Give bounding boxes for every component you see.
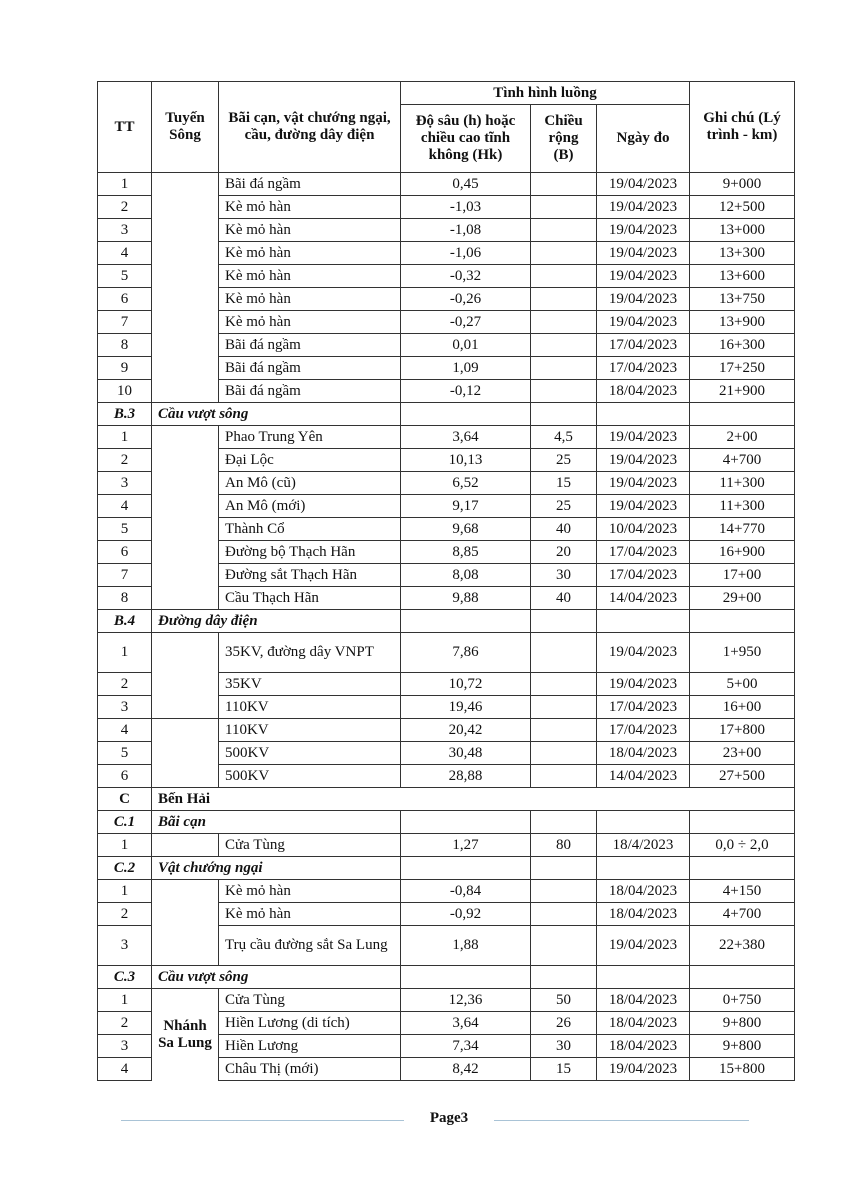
chainage-note: 27+500 — [690, 765, 795, 788]
measure-date: 19/04/2023 — [597, 1058, 690, 1081]
measure-date: 19/04/2023 — [597, 673, 690, 696]
measure-date: 19/04/2023 — [597, 472, 690, 495]
row-number: 1 — [98, 880, 152, 903]
header-date: Ngày đo — [597, 105, 690, 173]
chainage-note: 21+900 — [690, 380, 795, 403]
page-number: Page3 — [429, 1110, 469, 1126]
measure-date: 18/04/2023 — [597, 880, 690, 903]
width-value — [531, 633, 597, 673]
section-row — [98, 610, 795, 633]
chainage-note: 12+500 — [690, 196, 795, 219]
chainage-note: 11+300 — [690, 472, 795, 495]
row-number: 6 — [98, 541, 152, 564]
width-value: 40 — [531, 518, 597, 541]
row-number: 3 — [98, 696, 152, 719]
chainage-note: 4+700 — [690, 449, 795, 472]
depth-value: -1,03 — [401, 196, 531, 219]
measure-date: 10/04/2023 — [597, 518, 690, 541]
object-name: 110KV — [219, 719, 401, 742]
chainage-note: 13+300 — [690, 242, 795, 265]
section-title: Cầu vượt sông — [152, 403, 401, 426]
object-name: Trụ cầu đường sắt Sa Lung — [219, 926, 401, 966]
row-number: 3 — [98, 219, 152, 242]
depth-value: 0,45 — [401, 173, 531, 196]
depth-value: 9,68 — [401, 518, 531, 541]
depth-value: -0,84 — [401, 880, 531, 903]
section-code: B.3 — [98, 403, 152, 426]
section-code: C — [98, 788, 152, 811]
width-value: 50 — [531, 989, 597, 1012]
width-value: 4,5 — [531, 426, 597, 449]
object-name: Kè mỏ hàn — [219, 311, 401, 334]
row-number: 3 — [98, 1035, 152, 1058]
measure-date: 18/04/2023 — [597, 1035, 690, 1058]
width-value — [531, 926, 597, 966]
width-value — [531, 288, 597, 311]
measure-date: 17/04/2023 — [597, 719, 690, 742]
empty-cell-width — [531, 966, 597, 989]
measure-date: 19/04/2023 — [597, 311, 690, 334]
object-name: Kè mỏ hàn — [219, 265, 401, 288]
river-cell — [152, 719, 219, 788]
row-number: 5 — [98, 518, 152, 541]
object-name: Kè mỏ hàn — [219, 242, 401, 265]
chainage-note: 5+00 — [690, 673, 795, 696]
depth-value: 10,13 — [401, 449, 531, 472]
depth-value: -0,92 — [401, 903, 531, 926]
width-value — [531, 311, 597, 334]
empty-cell-width — [531, 857, 597, 880]
object-name: Cửa Tùng — [219, 989, 401, 1012]
row-number: 1 — [98, 173, 152, 196]
measure-date: 19/04/2023 — [597, 926, 690, 966]
depth-value: -1,08 — [401, 219, 531, 242]
width-value — [531, 196, 597, 219]
depth-value: 3,64 — [401, 1012, 531, 1035]
row-number: 6 — [98, 765, 152, 788]
table-row — [98, 880, 795, 903]
row-number: 2 — [98, 449, 152, 472]
object-name: An Mô (mới) — [219, 495, 401, 518]
object-name: Đường bộ Thạch Hãn — [219, 541, 401, 564]
empty-cell-date — [597, 811, 690, 834]
object-name: Hiền Lương — [219, 1035, 401, 1058]
chainage-note: 13+600 — [690, 265, 795, 288]
measure-date: 18/04/2023 — [597, 903, 690, 926]
depth-value: 1,09 — [401, 357, 531, 380]
empty-cell-width — [531, 610, 597, 633]
chainage-note: 17+250 — [690, 357, 795, 380]
width-value: 30 — [531, 564, 597, 587]
measure-date: 17/04/2023 — [597, 696, 690, 719]
depth-value: -0,26 — [401, 288, 531, 311]
header-depth: Độ sâu (h) hoặc chiều cao tĩnh không (Hk) — [401, 105, 531, 173]
depth-value: 0,01 — [401, 334, 531, 357]
object-name: Hiền Lương (di tích) — [219, 1012, 401, 1035]
measure-date: 19/04/2023 — [597, 288, 690, 311]
measure-date: 19/04/2023 — [597, 495, 690, 518]
object-name: 110KV — [219, 696, 401, 719]
width-value — [531, 742, 597, 765]
chainage-note: 4+150 — [690, 880, 795, 903]
measure-date: 14/04/2023 — [597, 765, 690, 788]
empty-cell-date — [597, 403, 690, 426]
section-row — [98, 788, 795, 811]
chainage-note: 13+750 — [690, 288, 795, 311]
section-code: C.1 — [98, 811, 152, 834]
row-number: 7 — [98, 311, 152, 334]
depth-value: 10,72 — [401, 673, 531, 696]
row-number: 1 — [98, 989, 152, 1012]
measure-date: 14/04/2023 — [597, 587, 690, 610]
object-name: Đường sắt Thạch Hãn — [219, 564, 401, 587]
object-name: Cửa Tùng — [219, 834, 401, 857]
table-row — [98, 426, 795, 449]
section-title: Đường dây điện — [152, 610, 401, 633]
object-name: Bãi đá ngầm — [219, 334, 401, 357]
header-river: Tuyến Sông — [152, 82, 219, 173]
chainage-note: 17+00 — [690, 564, 795, 587]
empty-cell-note — [690, 857, 795, 880]
chainage-note: 22+380 — [690, 926, 795, 966]
chainage-note: 23+00 — [690, 742, 795, 765]
section-row — [98, 966, 795, 989]
river-cell — [152, 834, 219, 857]
width-value: 80 — [531, 834, 597, 857]
depth-value: -1,06 — [401, 242, 531, 265]
chainage-note: 14+770 — [690, 518, 795, 541]
object-name: Kè mỏ hàn — [219, 288, 401, 311]
table-row — [98, 989, 795, 1012]
row-number: 3 — [98, 472, 152, 495]
measure-date: 19/04/2023 — [597, 173, 690, 196]
empty-cell-depth — [401, 966, 531, 989]
empty-cell-depth — [401, 811, 531, 834]
depth-value: 8,85 — [401, 541, 531, 564]
object-name: Kè mỏ hàn — [219, 903, 401, 926]
measure-date: 17/04/2023 — [597, 541, 690, 564]
header-note: Ghi chú (Lý trình - km) — [690, 82, 795, 173]
depth-value: 7,34 — [401, 1035, 531, 1058]
section-title: Bến Hải — [152, 788, 795, 811]
width-value — [531, 357, 597, 380]
object-name: 500KV — [219, 742, 401, 765]
object-name: Phao Trung Yên — [219, 426, 401, 449]
depth-value: 9,17 — [401, 495, 531, 518]
width-value: 25 — [531, 449, 597, 472]
width-value: 26 — [531, 1012, 597, 1035]
section-row — [98, 403, 795, 426]
empty-cell-note — [690, 403, 795, 426]
river-cell — [152, 173, 219, 403]
width-value: 40 — [531, 587, 597, 610]
section-row — [98, 811, 795, 834]
row-number: 5 — [98, 742, 152, 765]
row-number: 7 — [98, 564, 152, 587]
row-number: 1 — [98, 834, 152, 857]
row-number: 3 — [98, 926, 152, 966]
width-value: 30 — [531, 1035, 597, 1058]
depth-value: 28,88 — [401, 765, 531, 788]
header-width: Chiều rộng (B) — [531, 105, 597, 173]
chainage-note: 13+900 — [690, 311, 795, 334]
empty-cell-depth — [401, 403, 531, 426]
object-name: Kè mỏ hàn — [219, 196, 401, 219]
row-number: 9 — [98, 357, 152, 380]
object-name: Cầu Thạch Hãn — [219, 587, 401, 610]
object-name: Kè mỏ hàn — [219, 219, 401, 242]
section-code: C.2 — [98, 857, 152, 880]
object-name: Kè mỏ hàn — [219, 880, 401, 903]
chainage-note: 4+700 — [690, 903, 795, 926]
chainage-note: 9+800 — [690, 1012, 795, 1035]
width-value — [531, 242, 597, 265]
measure-date: 17/04/2023 — [597, 357, 690, 380]
row-number: 5 — [98, 265, 152, 288]
object-name: 35KV, đường dây VNPT — [219, 633, 401, 673]
footer-rule-right — [494, 1120, 749, 1121]
table-row — [98, 633, 795, 673]
chainage-note: 0+750 — [690, 989, 795, 1012]
row-number: 4 — [98, 719, 152, 742]
river-cell: Nhánh Sa Lung — [152, 989, 219, 1081]
measure-date: 19/04/2023 — [597, 196, 690, 219]
chainage-note: 9+800 — [690, 1035, 795, 1058]
empty-cell-date — [597, 966, 690, 989]
depth-value: 8,42 — [401, 1058, 531, 1081]
depth-value: -0,12 — [401, 380, 531, 403]
chainage-note: 11+300 — [690, 495, 795, 518]
footer-rule-left — [121, 1120, 404, 1121]
row-number: 4 — [98, 242, 152, 265]
table-body — [98, 173, 795, 1081]
depth-value: 1,88 — [401, 926, 531, 966]
header-object: Bãi cạn, vật chướng ngại, cầu, đường dây điện — [219, 82, 401, 173]
empty-cell-note — [690, 966, 795, 989]
chainage-note: 16+00 — [690, 696, 795, 719]
row-number: 2 — [98, 196, 152, 219]
width-value — [531, 696, 597, 719]
measure-date: 18/4/2023 — [597, 834, 690, 857]
width-value: 15 — [531, 472, 597, 495]
object-name: Đại Lộc — [219, 449, 401, 472]
chainage-note: 1+950 — [690, 633, 795, 673]
chainage-note: 17+800 — [690, 719, 795, 742]
measure-date: 18/04/2023 — [597, 1012, 690, 1035]
object-name: Bãi đá ngầm — [219, 380, 401, 403]
row-number: 4 — [98, 495, 152, 518]
depth-value: 9,88 — [401, 587, 531, 610]
chainage-note: 9+000 — [690, 173, 795, 196]
width-value — [531, 673, 597, 696]
width-value: 25 — [531, 495, 597, 518]
river-cell — [152, 880, 219, 966]
depth-value: 7,86 — [401, 633, 531, 673]
object-name: Bãi đá ngầm — [219, 357, 401, 380]
empty-cell-note — [690, 610, 795, 633]
depth-value: 19,46 — [401, 696, 531, 719]
empty-cell-width — [531, 403, 597, 426]
measure-date: 17/04/2023 — [597, 564, 690, 587]
table-row — [98, 173, 795, 196]
river-cell — [152, 633, 219, 719]
chainage-note: 29+00 — [690, 587, 795, 610]
measure-date: 19/04/2023 — [597, 265, 690, 288]
measure-date: 19/04/2023 — [597, 633, 690, 673]
width-value — [531, 265, 597, 288]
object-name: Bãi đá ngầm — [219, 173, 401, 196]
section-title: Bãi cạn — [152, 811, 401, 834]
waterway-status-table — [97, 81, 795, 1081]
width-value — [531, 173, 597, 196]
depth-value: 3,64 — [401, 426, 531, 449]
depth-value: 30,48 — [401, 742, 531, 765]
section-title: Cầu vượt sông — [152, 966, 401, 989]
chainage-note: 15+800 — [690, 1058, 795, 1081]
empty-cell-note — [690, 811, 795, 834]
section-title: Vật chướng ngại — [152, 857, 401, 880]
measure-date: 19/04/2023 — [597, 219, 690, 242]
section-row — [98, 857, 795, 880]
row-number: 6 — [98, 288, 152, 311]
depth-value: -0,32 — [401, 265, 531, 288]
row-number: 4 — [98, 1058, 152, 1081]
chainage-note: 0,0 ÷ 2,0 — [690, 834, 795, 857]
row-number: 10 — [98, 380, 152, 403]
table-row — [98, 834, 795, 857]
chainage-note: 13+000 — [690, 219, 795, 242]
empty-cell-depth — [401, 857, 531, 880]
row-number: 2 — [98, 1012, 152, 1035]
row-number: 8 — [98, 587, 152, 610]
row-number: 2 — [98, 903, 152, 926]
chainage-note: 16+300 — [690, 334, 795, 357]
empty-cell-depth — [401, 610, 531, 633]
width-value — [531, 765, 597, 788]
width-value — [531, 719, 597, 742]
header-channel-status: Tình hình luồng — [401, 82, 690, 105]
width-value — [531, 219, 597, 242]
header-tt: TT — [98, 82, 152, 173]
empty-cell-width — [531, 811, 597, 834]
measure-date: 18/04/2023 — [597, 989, 690, 1012]
depth-value: 1,27 — [401, 834, 531, 857]
row-number: 2 — [98, 673, 152, 696]
width-value: 20 — [531, 541, 597, 564]
object-name: 35KV — [219, 673, 401, 696]
river-cell — [152, 426, 219, 610]
width-value — [531, 334, 597, 357]
object-name: An Mô (cũ) — [219, 472, 401, 495]
width-value — [531, 903, 597, 926]
depth-value: 8,08 — [401, 564, 531, 587]
object-name: Thành Cổ — [219, 518, 401, 541]
section-code: C.3 — [98, 966, 152, 989]
row-number: 8 — [98, 334, 152, 357]
depth-value: 20,42 — [401, 719, 531, 742]
empty-cell-date — [597, 610, 690, 633]
measure-date: 19/04/2023 — [597, 449, 690, 472]
depth-value: 12,36 — [401, 989, 531, 1012]
chainage-note: 2+00 — [690, 426, 795, 449]
object-name: Châu Thị (mới) — [219, 1058, 401, 1081]
row-number: 1 — [98, 633, 152, 673]
width-value — [531, 880, 597, 903]
width-value: 15 — [531, 1058, 597, 1081]
measure-date: 18/04/2023 — [597, 380, 690, 403]
depth-value: -0,27 — [401, 311, 531, 334]
object-name: 500KV — [219, 765, 401, 788]
depth-value: 6,52 — [401, 472, 531, 495]
measure-date: 19/04/2023 — [597, 242, 690, 265]
measure-date: 18/04/2023 — [597, 742, 690, 765]
page-footer — [0, 1108, 849, 1132]
empty-cell-date — [597, 857, 690, 880]
chainage-note: 16+900 — [690, 541, 795, 564]
header-row — [98, 82, 795, 105]
section-code: B.4 — [98, 610, 152, 633]
measure-date: 17/04/2023 — [597, 334, 690, 357]
table-row — [98, 719, 795, 742]
measure-date: 19/04/2023 — [597, 426, 690, 449]
width-value — [531, 380, 597, 403]
row-number: 1 — [98, 426, 152, 449]
